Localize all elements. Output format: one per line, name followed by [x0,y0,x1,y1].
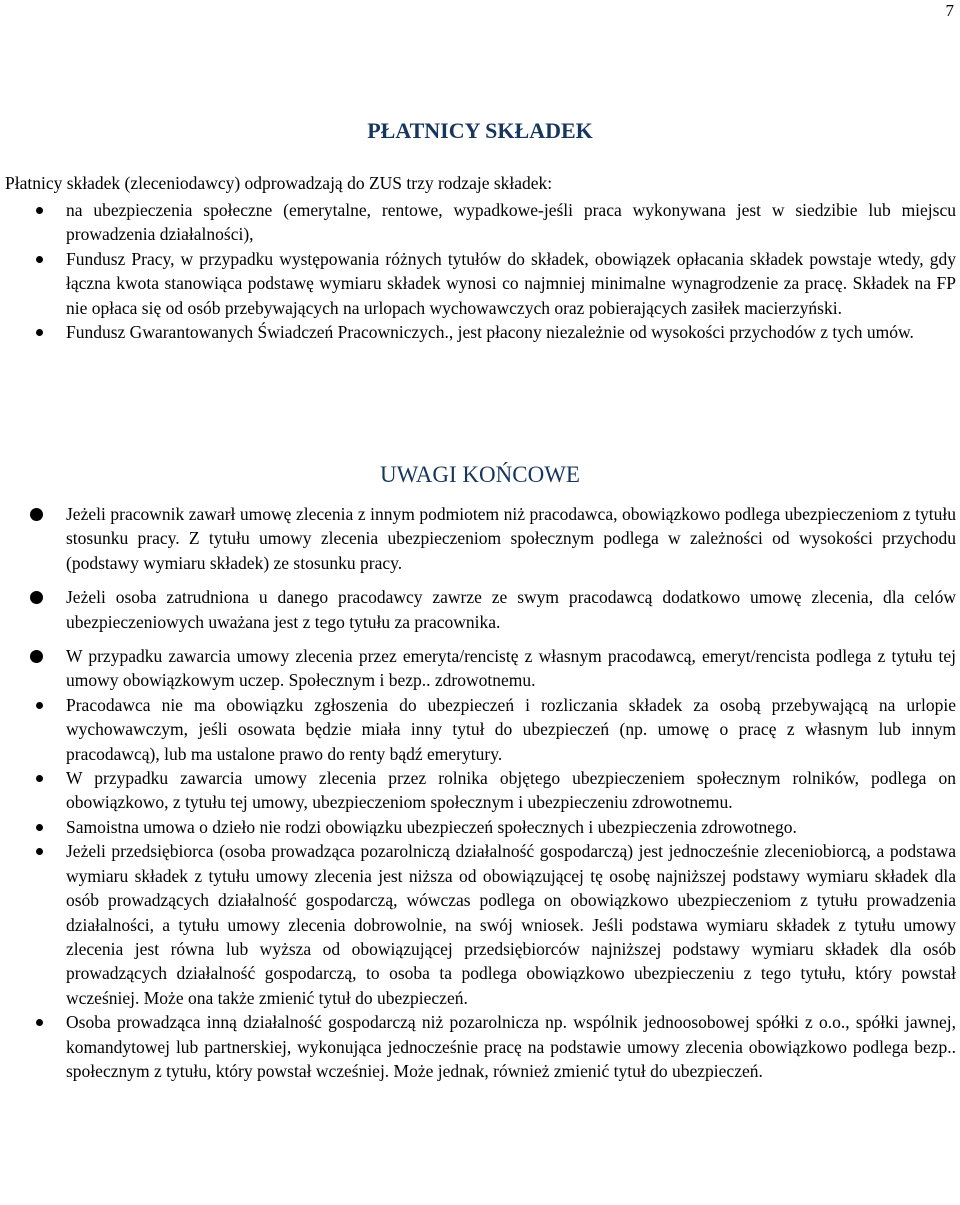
list-item [0,815,956,839]
list-item [0,585,956,634]
list-item-text: W przypadku zawarcia umowy zlecenia przez rolnika objętego ubezpieczeniem społecznym rolników, podlega on obowiązkowo, z tytułu tej umowy, ubezpieczeniom społecznym i ubezpieczeniu zdrowotnemu. [66,768,956,813]
bullet-icon [36,848,43,855]
list-item-text: Pracodawca nie ma obowiązku zgłoszenia do ubezpieczeń i rozliczania składek za osobą przebywającą na urlopie wychowawczym, jeśli osowata będzie miała inny tytuł do ubezpieczeń (np. umowę o pracę z własnym lub innym pracodawcą), lub ma ustalone prawo do renty bądź emerytury. [66,694,956,764]
bullet-icon [30,591,43,604]
bullet-icon [30,508,43,521]
section-intro: Płatnicy składek (zleceniodawcy) odprowadzają do ZUS trzy rodzaje składek: [5,173,553,193]
final-remarks-list [0,502,956,1083]
bullet-icon [36,1019,43,1026]
page-number: 7 [945,1,954,20]
list-item [0,502,956,575]
list-item [0,247,956,320]
bullet-icon [36,256,43,263]
bullet-icon [36,207,43,214]
list-item-text: W przypadku zawarcia umowy zlecenia przez emeryta/rencistę z własnym pracodawcą, emeryt/rencista podlega z tytułu tej umowy obowiązkowym uczep. Społecznym i bezp.. zdrowotnemu. [66,646,956,691]
section-title-uwagi: UWAGI KOŃCOWE [380,462,580,487]
bullet-icon [36,329,43,336]
list-item [0,198,956,247]
bullet-icon [36,824,43,831]
list-item-text: Fundusz Pracy, w przypadku występowania różnych tytułów do składek, obowiązek opłacania składek powstaje wtedy, gdy łączna kwota stanowiąca podstawę wymiaru składek wynosi co najmniej minimalne wynagrodzenie za pracę. Składek na FP nie opłaca się od osób przebywających na urlopach wychowawczych oraz pobierających zasiłek macierzyński. [66,248,956,318]
list-item [0,320,956,344]
list-item-text: Osoba prowadząca inną działalność gospodarczą niż pozarolnicza np. wspólnik jednoosobowej spółki z o.o., spółki jawnej, komandytowej lub partnerskiej, wykonująca jednocześnie pracę na podstawie umowy zlecenia obowiązkowo podlega bezp.. społecznym z tytułu, który powstał wcześniej. Może jednak, również zmienić tytuł do ubezpieczeń. [66,1012,956,1081]
contributions-list [0,198,956,344]
list-item-text: Jeżeli przedsiębiorca (osoba prowadząca pozarolniczą działalność gospodarczą) jest jednocześnie zleceniobiorcą, a podstawa wymiaru składek z tytułu umowy zlecenia jest niższa od obowiązującej tę osobę najniższej podstawy wymiaru składek dla osób prowadzących działalność gospodarczą, wówczas podlega on obowiązkowo ubezpieczeniom z tytułu prowadzenia działalności, a tytułu umowy zlecenia dobrowolnie, na swój wniosek. Jeśli podstawa wymiaru składek z tytułu umowy zlecenia jest równa lub wyższa od obowiązującej przedsiębiorców najniższej podstawy wymiaru składek dla osób prowadzących działalność gospodarczą, to osoba ta podlega obowiązkowo ubezpieczeniu z tego tytułu, który powstał wcześniej. Może ona także zmienić tytuł do ubezpieczeń. [66,841,956,1008]
list-item-text: Fundusz Gwarantowanych Świadczeń Pracowniczych., jest płacony niezależnie od wysokości przychodów z tych umów. [66,322,914,343]
list-item [0,693,956,766]
list-item [0,1010,956,1083]
list-item-text: Jeżeli osoba zatrudniona u danego pracodawcy zawrze ze swym pracodawcą dodatkowo umowę zlecenia, dla celów ubezpieczeniowych uważana jest z tego tytułu za pracownika. [66,587,956,632]
bullet-icon [30,650,43,663]
bullet-icon [36,775,43,782]
list-item-text: Samoistna umowa o dzieło nie rodzi obowiązku ubezpieczeń społecznych i ubezpieczenia zdrowotnego. [66,816,797,837]
bullet-icon [36,702,43,709]
section-title-platnicy: PŁATNICY SKŁADEK [367,118,593,143]
list-item [0,644,956,693]
list-item-text: na ubezpieczenia społeczne (emerytalne, rentowe, wypadkowe-jeśli praca wykonywana jest w siedzibie lub miejscu prowadzenia działalności), [66,200,956,245]
list-item [0,766,956,815]
list-item-text: Jeżeli pracownik zawarł umowę zlecenia z innym podmiotem niż pracodawca, obowiązkowo podlega ubezpieczeniom z tytułu stosunku pracy. Z tytułu umowy zlecenia ubezpieczeniom społecznym podlega w zależności od wysokości przychodu (podstawy wymiaru składek) ze stosunku pracy. [66,504,956,573]
list-item [0,839,956,1010]
